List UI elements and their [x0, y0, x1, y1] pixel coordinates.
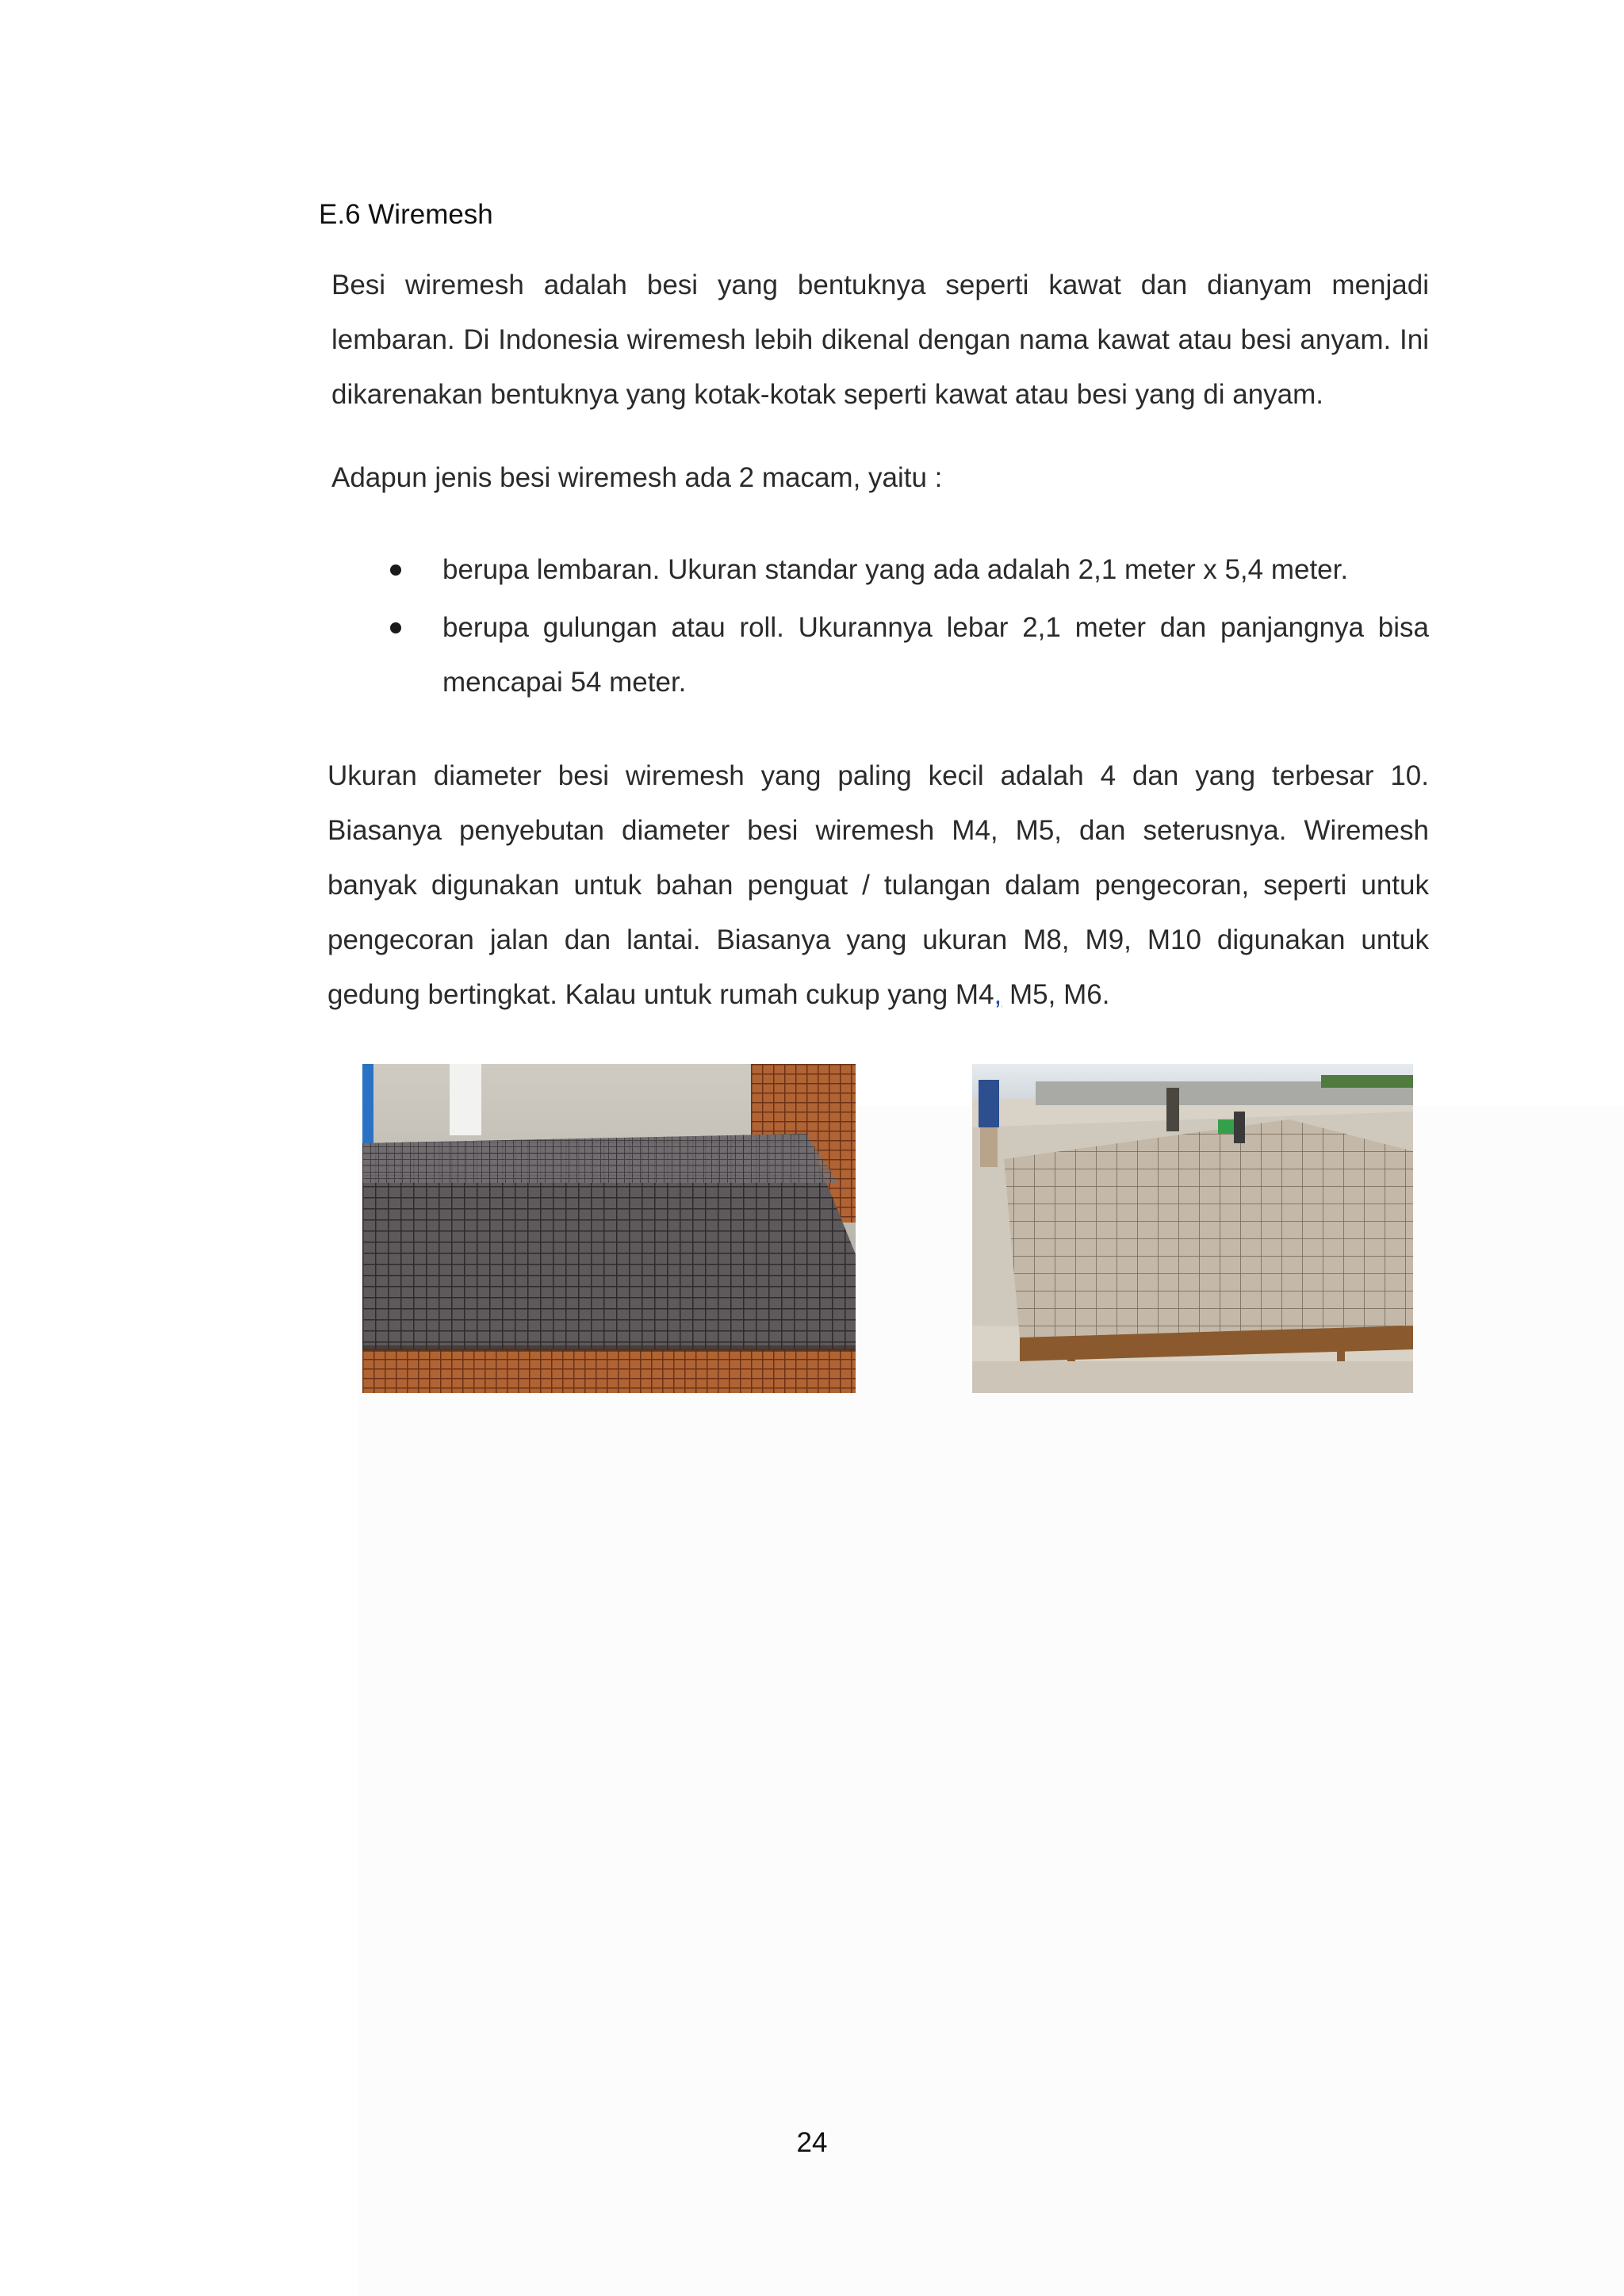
wiremesh-stack-photo [362, 1064, 856, 1393]
hyperlink-comma[interactable]: , [994, 979, 1002, 1010]
diameter-paragraph [327, 748, 1429, 1022]
wiremesh-stack-image [362, 1064, 856, 1393]
diameter-text-tail: M5, M6. [1002, 979, 1110, 1010]
slab-pouring-photo [972, 1064, 1413, 1393]
types-intro-paragraph: Adapun jenis besi wiremesh ada 2 macam, yaitu : [331, 462, 943, 493]
page-number: 24 [796, 2127, 828, 2158]
bullet-icon [390, 622, 401, 633]
slab-pouring-image [972, 1064, 1413, 1393]
list-item [385, 542, 1429, 597]
diameter-text: Ukuran diameter besi wiremesh yang paling kecil adalah 4 dan yang terbesar 10. Biasanya penyebutan diameter besi wiremesh M4, M5, dan seterusnya. Wiremesh banyak digunakan untuk bahan penguat / tulangan dalam pengecoran, seperti untuk pengecoran jalan dan lantai. Biasanya yang ukuran M8, M9, M10 digunakan untuk gedung bertingkat. Kalau untuk rumah cukup yang M4 [327, 760, 1429, 1010]
list-item-text: berupa lembaran. Ukuran standar yang ada adalah 2,1 meter x 5,4 meter. [442, 554, 1349, 585]
list-item [385, 600, 1429, 710]
intro-paragraph: Besi wiremesh adalah besi yang bentuknya seperti kawat dan dianyam menjadi lembaran. Di Indonesia wiremesh lebih dikenal dengan nama kawat atau besi anyam. Ini dikarenakan bentuknya yang kotak-kotak seperti kawat atau besi yang di anyam. [331, 270, 1429, 410]
list-item-text: berupa gulungan atau roll. Ukurannya lebar 2,1 meter dan panjangnya bisa mencapai 54 meter. [442, 612, 1429, 698]
section-heading: E.6 Wiremesh [319, 199, 493, 230]
types-list [385, 542, 1429, 710]
bullet-icon [390, 564, 401, 576]
